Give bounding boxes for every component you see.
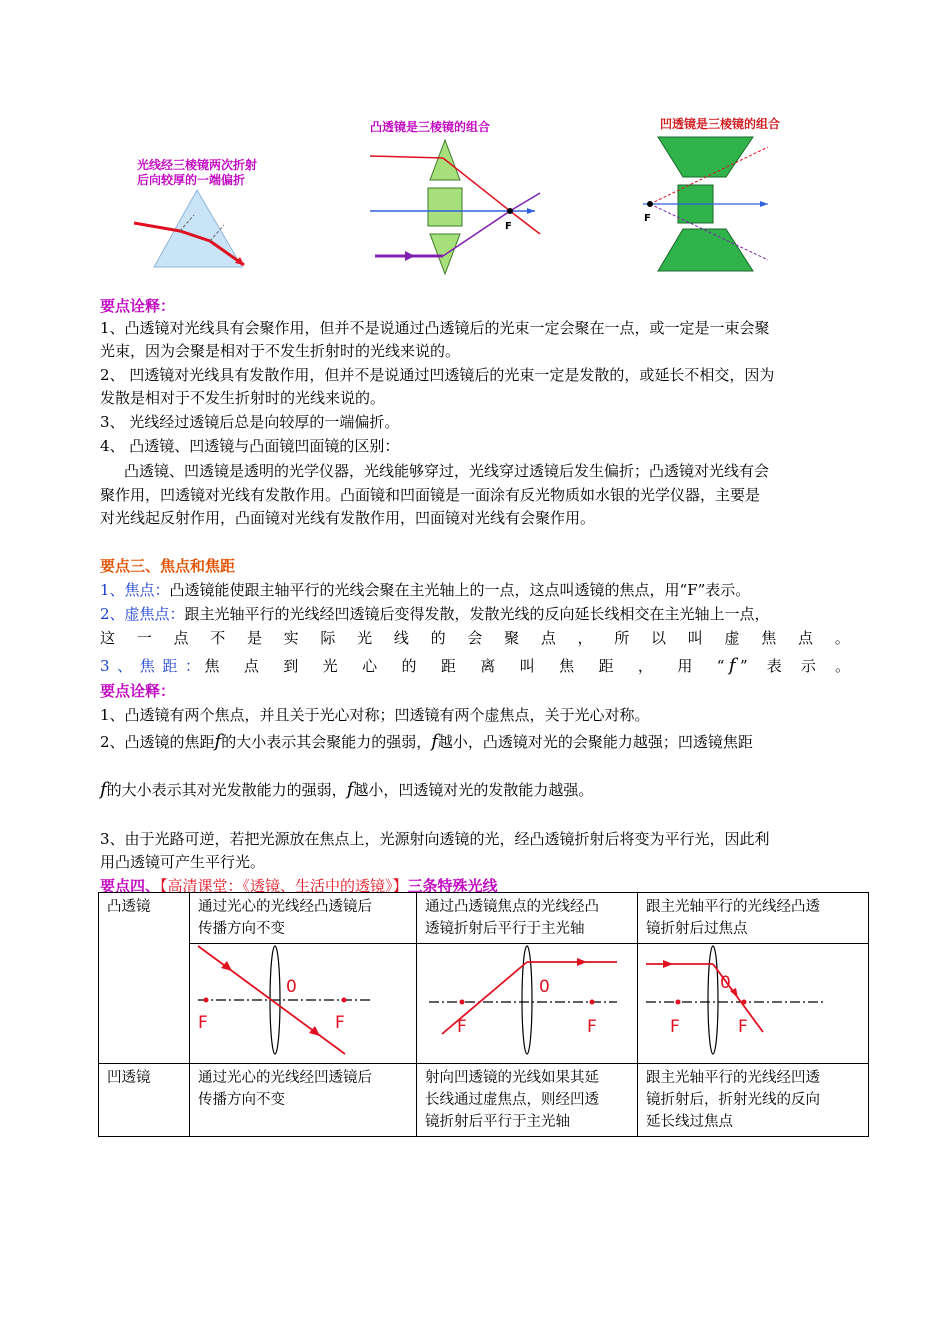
spaced-char: 以	[651, 629, 667, 647]
focus-term: 1、焦点：	[100, 581, 170, 599]
spaced-char: 点	[797, 629, 813, 647]
spaced-char: 离	[480, 657, 496, 675]
section3-item2-line2	[100, 628, 850, 648]
f-symbol: f	[346, 779, 354, 800]
spaced-char: 。	[834, 657, 850, 675]
section3-heading: 要点三、焦点和焦距	[100, 557, 236, 575]
section3-item2	[100, 604, 770, 624]
table-cell: 通过凸透镜焦点的光线经凸 透镜折射后平行于主光轴	[417, 893, 638, 944]
spaced-char: 距	[162, 657, 178, 675]
spaced-char: 光	[357, 629, 373, 647]
spaced-char: 际	[320, 629, 336, 647]
table-row	[99, 1064, 869, 1137]
spaced-char: 焦	[139, 657, 155, 675]
section1-p3: 3、 光线经过透镜后总是向较厚的一端偏折。	[100, 413, 400, 431]
svg-text:0: 0	[720, 973, 731, 993]
spaced-char: 距	[440, 657, 456, 675]
focal-length-definition	[204, 656, 724, 676]
f-symbol: f	[431, 731, 438, 752]
spaced-char: ：	[184, 657, 200, 675]
spaced-char: “	[716, 657, 725, 675]
section1-p1-line2: 光束，因为会聚是相对于不发生折射时的光线来说的。	[100, 342, 461, 360]
section3-note2	[100, 732, 753, 752]
focal-length-term	[100, 656, 200, 676]
spaced-char: 不	[210, 629, 226, 647]
virtual-focus-term: 2、虚焦点：	[100, 605, 185, 623]
concave-prism-figure	[638, 135, 778, 275]
spaced-char: ”	[739, 657, 748, 675]
spaced-char: 线	[393, 629, 409, 647]
convex-focus-letter: F	[505, 221, 512, 232]
prism-caption-line1: 光线经三棱镜两次折射	[137, 158, 258, 172]
diagram-cell	[417, 944, 638, 1064]
note2-part-b: 的大小表示其会聚能力的强弱，	[221, 733, 432, 751]
spaced-char: 。	[834, 629, 850, 647]
concave-caption: 凹透镜是三棱镜的组合	[660, 117, 781, 131]
ray-through-focus-diagram	[417, 944, 637, 1056]
row-label-concave: 凹透镜	[99, 1064, 190, 1137]
spaced-char: 聚	[504, 629, 520, 647]
spaced-char: ，	[637, 657, 653, 675]
section1-p2-line1: 2、 凹透镜对光线具有发散作用，但并不是说通过凹透镜后的光束一定是发散的，或延长不相交，因为	[100, 366, 775, 384]
spaced-char: 一	[136, 629, 152, 647]
svg-text:0: 0	[286, 977, 297, 997]
section1-p5-line2: 聚作用，凹透镜对光线有发散作用。凸面镜和凹面镜是一面涂有反光物质如水银的光学仪器，主要是	[100, 486, 761, 504]
spaced-char: 叫	[687, 629, 703, 647]
table-cell: 通过光心的光线经凹透镜后 传播方向不变	[190, 1064, 417, 1137]
section1-p4: 4、 凸透镜、凹透镜与凸面镜凹面镜的区别：	[100, 437, 400, 455]
section1-p1-line1: 1、凸透镜对光线具有会聚作用，但并不是说通过凸透镜后的光束一定会聚在一点，或一定是一束会聚	[100, 319, 770, 337]
table-cell: 跟主光轴平行的光线经凸透 镜折射后过焦点	[638, 893, 869, 944]
note2-part-d: 的大小表示其对光发散能力的强弱，	[106, 781, 347, 799]
spaced-char: 、	[117, 657, 133, 675]
note2-part-a: 2、凸透镜的焦距	[100, 733, 215, 751]
convex-caption: 凸透镜是三棱镜的组合	[370, 120, 491, 134]
prism-caption-line2: 后向较厚的一端偏折	[137, 173, 246, 187]
spaced-char: 点	[243, 657, 259, 675]
spaced-char: 焦	[204, 657, 220, 675]
table-cell: 跟主光轴平行的光线经凹透 镜折射后，折射光线的反向 延长线过焦点	[638, 1064, 869, 1137]
spaced-char: 点	[540, 629, 556, 647]
section1-p5-line3: 对光线起反射作用，凸面镜对光线有发散作用，凹面镜对光线有会聚作用。	[100, 509, 596, 527]
diagram-cell	[638, 944, 869, 1064]
section3-item1	[100, 580, 750, 600]
special-rays-table	[98, 892, 869, 1137]
section3-notes-heading: 要点诠释：	[100, 682, 176, 700]
spaced-char: 会	[467, 629, 483, 647]
spaced-char: 虚	[724, 629, 740, 647]
spaced-char: 焦	[761, 629, 777, 647]
section1-p5-line1: 凸透镜、凹透镜是透明的光学仪器，光线能够穿过，光线穿过透镜后发生偏折；凸透镜对光线有会	[124, 462, 770, 480]
spaced-char: 光	[322, 657, 338, 675]
spaced-char: 这	[100, 629, 116, 647]
concave-focus-letter: F	[644, 213, 651, 224]
spaced-char: 用	[677, 657, 693, 675]
spaced-char: 点	[173, 629, 189, 647]
svg-text:F: F	[457, 1017, 467, 1037]
spaced-char: 心	[362, 657, 378, 675]
spaced-char: 的	[401, 657, 417, 675]
course-link[interactable]: 【高清课堂：《透镜、生活中的透镜》】	[160, 877, 408, 895]
spaced-char: 3	[100, 657, 110, 675]
svg-text:F: F	[670, 1017, 680, 1037]
prism-figure	[132, 185, 252, 275]
section3-item3	[100, 656, 850, 676]
focus-definition: 凸透镜能使跟主轴平行的光线会聚在主光轴上的一点，这点叫透镜的焦点，用“F”表示。	[169, 581, 751, 599]
virtual-focus-definition: 跟主光轴平行的光线经凹透镜后变得发散，发散光线的反向延长线相交在主光轴上一点，	[184, 605, 770, 623]
section3-note2-cont	[100, 780, 593, 800]
spaced-char: 实	[283, 629, 299, 647]
spaced-char: 焦	[559, 657, 575, 675]
section1-heading: 要点诠释：	[100, 297, 176, 315]
spaced-char: 表	[766, 657, 782, 675]
spaced-char: 的	[430, 629, 446, 647]
spaced-char: 到	[283, 657, 299, 675]
section4-suffix: 三条特殊光线	[407, 877, 498, 895]
ray-through-center-diagram	[190, 944, 416, 1056]
spaced-char: 叫	[519, 657, 535, 675]
table-cell: 射向凹透镜的光线如果其延 长线通过虚焦点，则经凹透 镜折射后平行于主光轴	[417, 1064, 638, 1137]
svg-text:0: 0	[539, 977, 550, 997]
table-row	[99, 893, 869, 944]
section1-p2-line2: 发散是相对于不发生折射时的光线来说的。	[100, 389, 386, 407]
row-label-convex: 凸透镜	[99, 893, 190, 1064]
spaced-char: 是	[246, 629, 262, 647]
focal-length-tail	[740, 656, 850, 676]
f-symbol: f	[100, 779, 107, 800]
svg-text:F: F	[198, 1013, 208, 1033]
spaced-char: 距	[598, 657, 614, 675]
section3-note1: 1、凸透镜有两个焦点，并且关于光心对称；凹透镜有两个虚焦点，关于光心对称。	[100, 706, 650, 724]
parallel-ray-diagram	[638, 944, 868, 1056]
note2-part-c: 越小，凸透镜对光的会聚能力越强；凹透镜焦距	[437, 733, 753, 751]
spaced-char: 示	[800, 657, 816, 675]
table-cell: 通过光心的光线经凸透镜后 传播方向不变	[190, 893, 417, 944]
convex-prism-figure	[365, 138, 545, 278]
svg-text:F: F	[587, 1017, 597, 1037]
spaced-char: ，	[577, 629, 593, 647]
svg-text:F: F	[335, 1013, 345, 1033]
section3-note3-line2: 用凸透镜可产生平行光。	[100, 853, 266, 871]
f-symbol: f	[728, 655, 736, 676]
f-symbol: f	[214, 731, 222, 752]
note2-part-e: 越小，凹透镜对光的发散能力越强。	[353, 781, 594, 799]
svg-text:F: F	[738, 1017, 748, 1037]
diagram-cell	[190, 944, 417, 1064]
section3-note3-line1: 3、由于光路可逆，若把光源放在焦点上，光源射向透镜的光，经凸透镜折射后将变为平行光，因此利	[100, 830, 770, 848]
spaced-char: 所	[614, 629, 630, 647]
section4-prefix: 要点四、	[100, 877, 161, 895]
table-row	[99, 944, 869, 1064]
prism-caption	[137, 158, 257, 188]
